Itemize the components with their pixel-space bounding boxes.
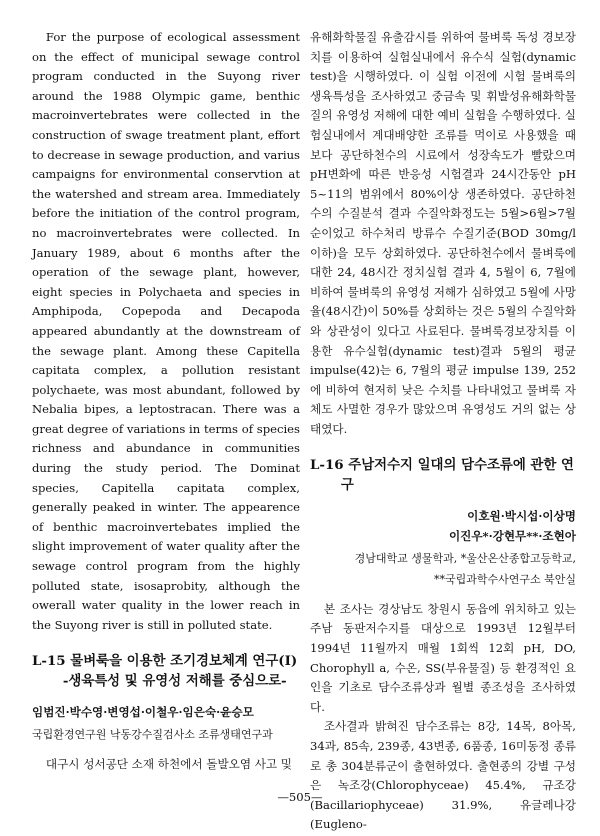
page-number: —505— bbox=[277, 790, 323, 804]
section-l16-affiliation-1: 경남대학교 생물학과, *울산온산종합고등학교, bbox=[354, 551, 576, 565]
section-l15-authors: 임범진·박수영·변영섭·이철우·임은숙·윤승모 bbox=[32, 705, 254, 720]
left-column bbox=[32, 28, 300, 774]
section-l15-body-continued: 유해화학물질 유출감시를 위하여 물벼룩 독성 경보장치를 이용하여 실험실내에서 유수식 실험(dynamic test)을 시행하였다. 이 실험 이전에 시험 물벼룩의 생육특성을 조사하였고 중금속 및 휘발성유해화학물질의 유영성 저해에 대한 예비 실험을 수행하였다. 실험실내에서 계대배양한 조류를 먹이로 사용했을 때 보다 공단하천수의 시료에서 성장속도가 빨랐으며 pH변화에 따른 반응성 시험결과 24시간동안 pH 5~11의 범위에서 80%이상 생존하였다. 공단하천수의 수질분석 결과 수질악화정도는 5월>6월>7월순이었고 하수처리 방류수 수질기준(BOD 30mg/l이하)을 모두 상회하였다. 공단하천수에서 물벼룩에 대한 24, 48시간 정치실험 결과 4, 5월이 6, 7월에 비하여 물벼룩의 유영성 저해가 심하였고 5월에 사망율(48시간)이 50%를 상회하는 것은 5월의 수질악화와 상관성이 있다고 사료된다. 물벼룩경보장치를 이용한 유수실험(dynamic test)결과 5월의 평균 impulse(42)는 6, 7월의 평균 impulse 139, 252에 비하여 현저히 낮은 수치를 나타내었고 물벼룩 자체도 사멸한 경우가 많았으며 유영성도 거의 없는 상태였다. bbox=[310, 30, 576, 436]
section-l16-title: L-16 주남저수지 일대의 담수조류에 관한 연구 bbox=[310, 457, 574, 494]
section-l16-authors-line-2: 이진우*·강현무**·조현아 bbox=[448, 529, 576, 544]
section-l16-affiliation-2: **국립과학수사연구소 북안실 bbox=[433, 573, 576, 587]
abstract-paragraph-english: For the purpose of ecological assessment on the effect of municipal sewage control program conducted in the Suyong river around the 1988 Olympic game, benthic macroinvertebrates were collected in the construction of swage treatment plant, effort to decrease in sewage production, and varius campaigns for environmental conservtion at the watershed and stream area. Immediately before the initiation of the control program, no macroinvertebrates were collected. In January 1989, about 6 months after the operation of the sewage plant, however, eight species in Polychaeta and species in Amphipoda, Copepoda and Decapoda appeared abundantly at the downstream of the sewage plant. Among these Capitella capitata complex, a pollution resistant polychaete, was most abundant, followed by Nebalia bipes, a leptostracan. There was a great degree of variations in terms of species richness and abundance in communities during the study period. The Dominat species, Capitella capitata complex, generally peaked in winter. The appearence of benthic macroinvertebates implied the slight improvement of water quality after the sewage control program from the highly polluted state, isosaprobity, although the owerall water quality in the lower reach in the Suyong river is still in polluted state. bbox=[32, 30, 300, 632]
section-l16-paragraph-2: 조사결과 밝혀진 담수조류는 8강, 14목, 8아목, 34과, 85속, 239종, 43변종, 6품종, 16미동정 종류로 총 304분류군이 출현하였다. 출현종의 강별 구성은 녹조강(Chlorophyceae) 45.4%, 규조강(Bacillariophyceae) 31.9%, 유글레나강(Eugleno- bbox=[310, 719, 576, 832]
section-l15-affiliation: 국립환경연구원 낙동강수질검사소 조류생태연구과 bbox=[32, 728, 273, 741]
section-l15-title: L-15 물벼룩을 이용한 조기경보체계 연구(I) -생육특성 및 유영성 저해를 중심으로- bbox=[32, 653, 298, 690]
section-l16-authors-line-1: 이호원·박시섭·이상명 bbox=[467, 509, 576, 524]
right-column bbox=[310, 28, 576, 835]
section-l16-paragraph-1: 본 조사는 경상남도 창원시 동읍에 위치하고 있는 주남 동판저수지를 대상으로 1993년 12월부터 1994년 11월까지 매월 1회씩 12회 pH, DO, Chorophyll a, 수온, SS(부유물질) 등 환경적인 요인을 기초로 담수조류상과 월별 종조성을 조사하였다. bbox=[310, 601, 576, 714]
section-l15-body: 대구시 성서공단 소재 하천에서 돌발오염 사고 및 bbox=[45, 756, 293, 771]
